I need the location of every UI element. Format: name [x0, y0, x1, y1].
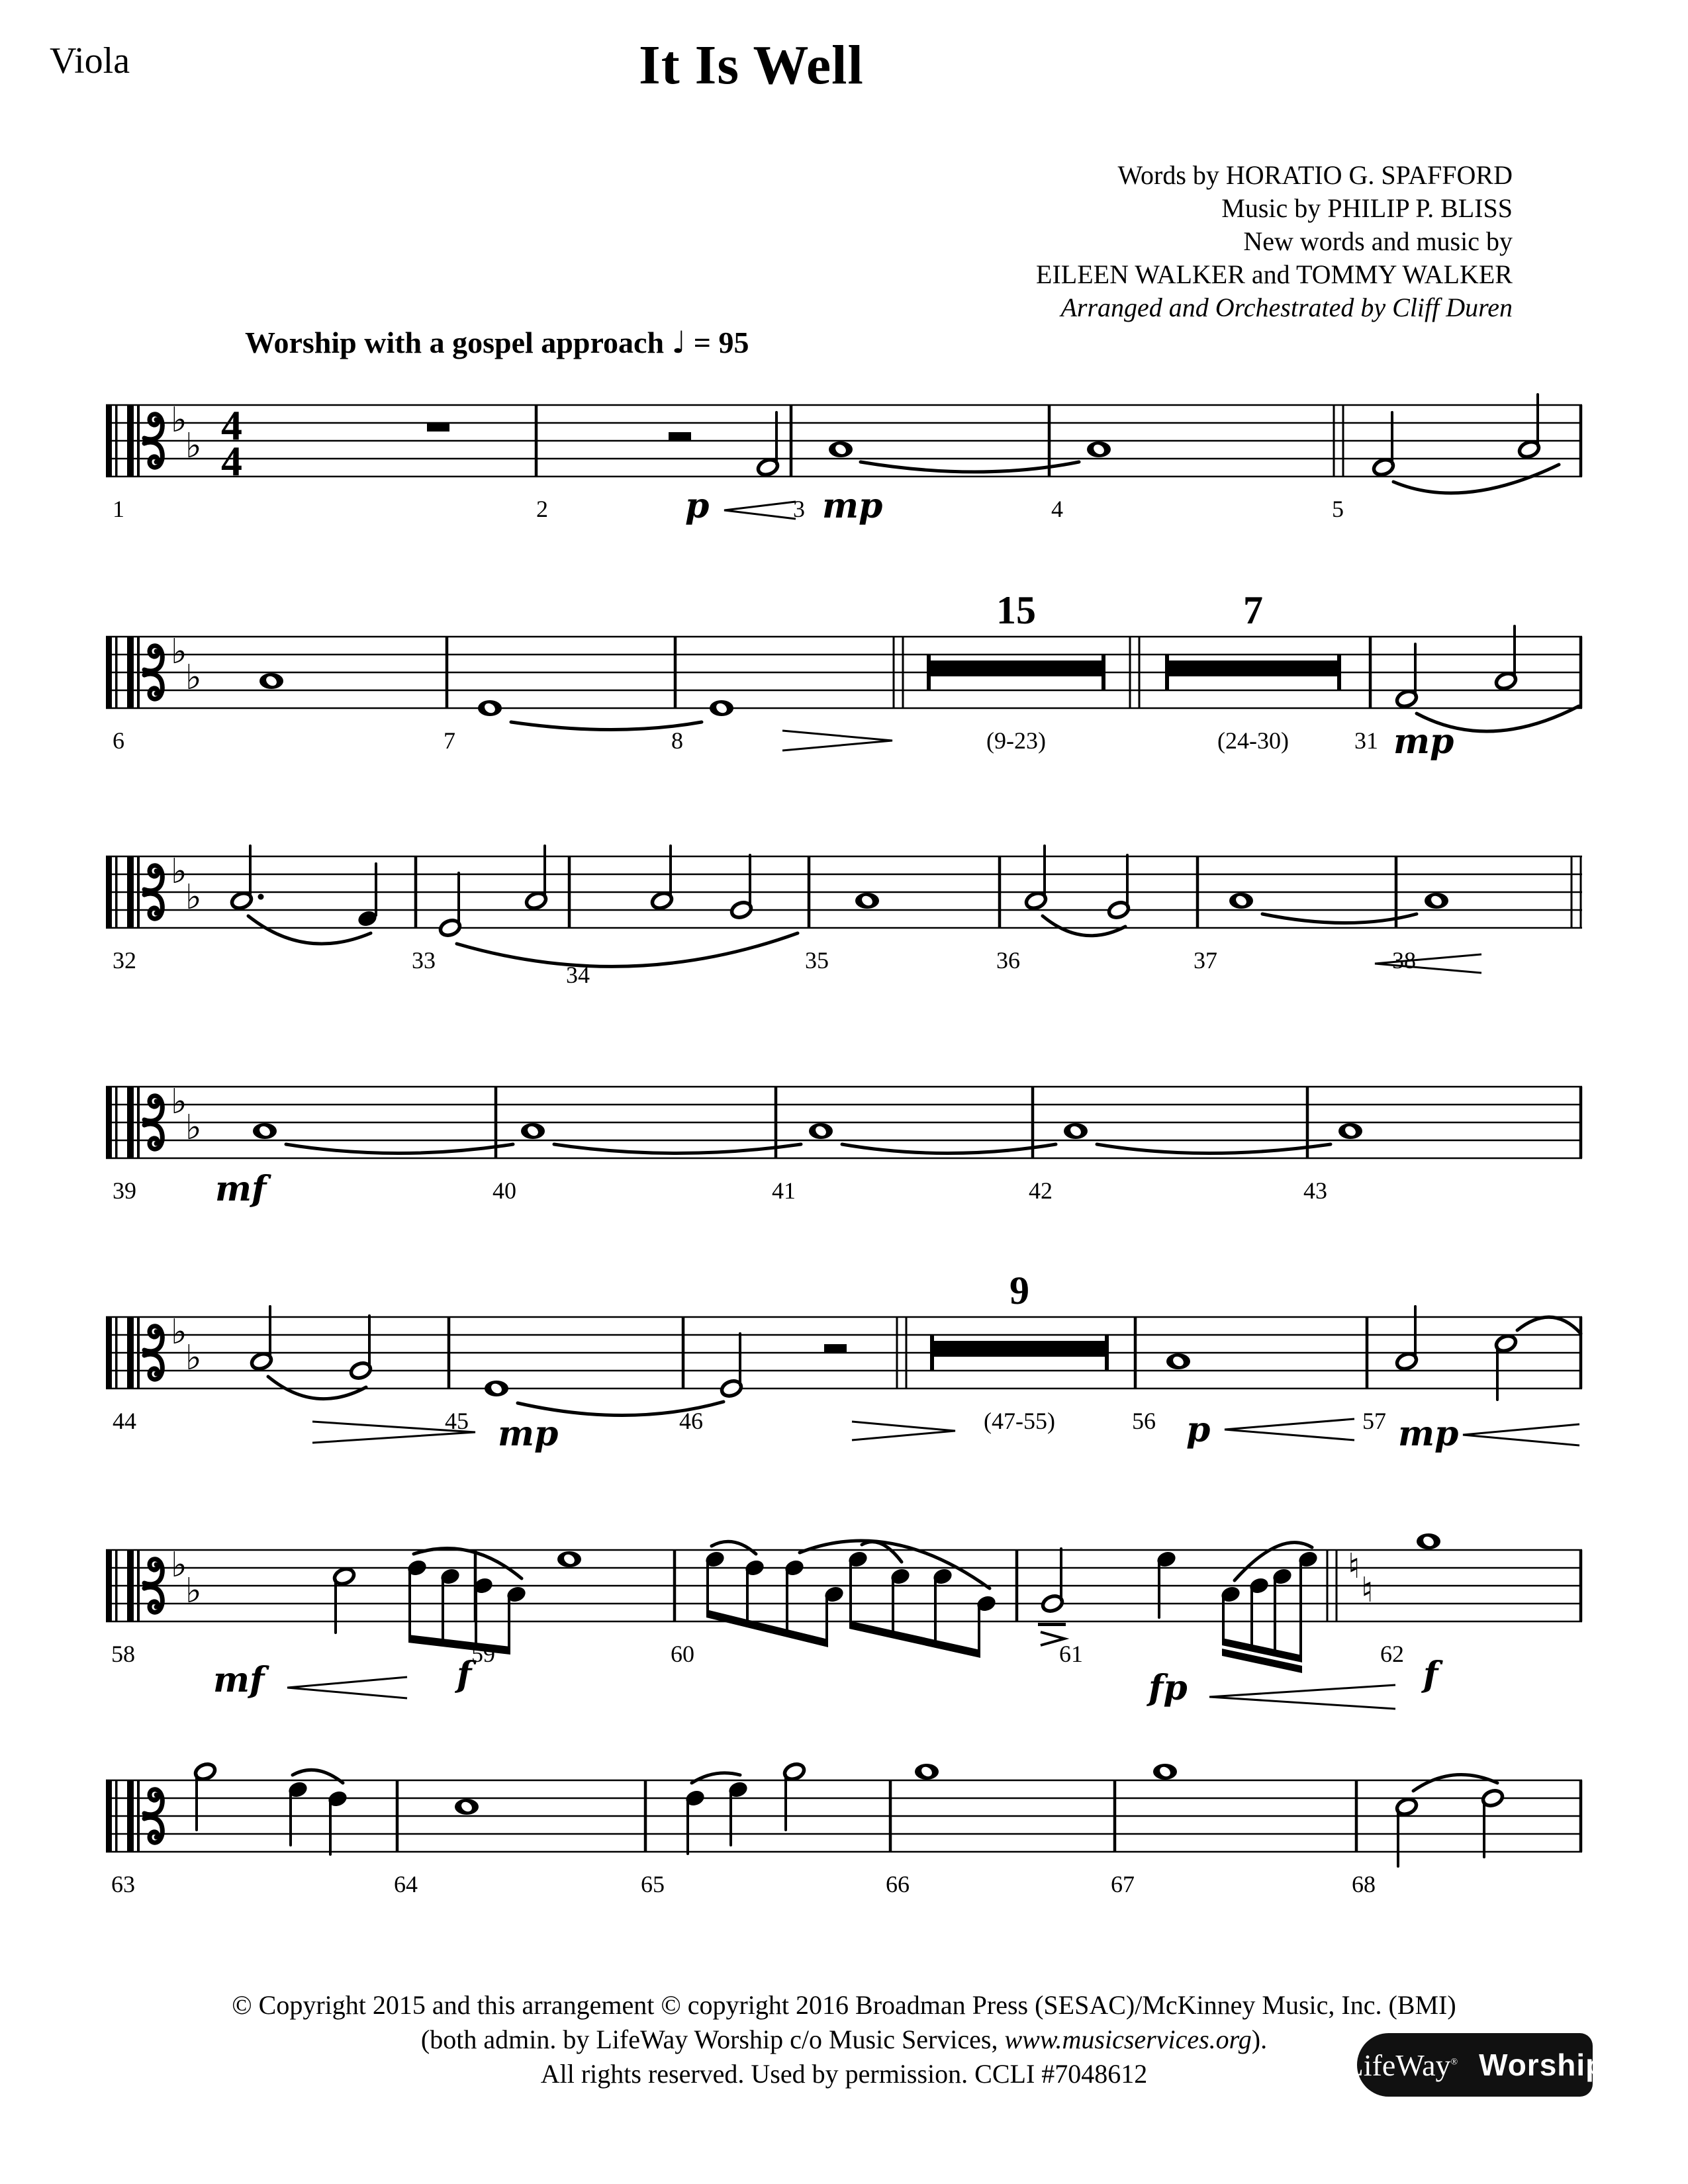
- measure-66: [915, 1764, 939, 1780]
- measure-2: [669, 412, 780, 477]
- measure-number: 6: [113, 727, 124, 754]
- decrescendo-hairpin: [851, 1420, 957, 1445]
- measure-number: 35: [805, 947, 829, 974]
- multirest-range: (47-55): [984, 1408, 1055, 1434]
- system-start-barline: [106, 1087, 118, 1158]
- key-signature: [171, 852, 202, 917]
- credit-arranger: Arranged and Orchestrated by Cliff Duren: [1060, 293, 1513, 322]
- svg-text:♭: ♭: [185, 426, 202, 466]
- measure-number: 4: [1051, 496, 1063, 522]
- measure-number: 7: [444, 727, 455, 754]
- measure-number: 64: [394, 1871, 418, 1897]
- credits-block: [1036, 159, 1513, 324]
- quarter-note-icon: ♩: [671, 324, 686, 360]
- tempo-text: Worship with a gospel approach: [245, 326, 665, 359]
- measure-6: [259, 673, 283, 689]
- measure-41: [809, 1123, 1056, 1154]
- measure-39: [253, 1123, 513, 1154]
- measure-number: 2: [536, 496, 548, 522]
- multirest-count: 7: [1243, 588, 1263, 632]
- dynamic-fp: fp: [1149, 1668, 1188, 1708]
- system-start-barline: [106, 856, 118, 928]
- measure-number: 39: [113, 1177, 136, 1204]
- key-change-naturals: [1348, 1547, 1374, 1610]
- multirest-count: 15: [996, 588, 1036, 632]
- crescendo-hairpin: [1462, 1423, 1581, 1450]
- logo-worship-text: Worship: [1479, 2048, 1605, 2082]
- svg-text:♭: ♭: [185, 1108, 202, 1148]
- svg-text:♭: ♭: [171, 1545, 187, 1585]
- lifeway-worship-logo: [1344, 2033, 1605, 2097]
- tempo-marking: [245, 324, 749, 360]
- measure-number: 46: [679, 1408, 703, 1434]
- measure-67: [1153, 1764, 1177, 1780]
- measure-number: 40: [492, 1177, 516, 1204]
- dynamic-p: p: [1186, 1410, 1211, 1450]
- multirest-range: (9-23): [986, 727, 1046, 754]
- measure-number: 59: [471, 1641, 495, 1667]
- instrument-label: Viola: [50, 40, 130, 81]
- measure-number: 57: [1362, 1408, 1386, 1434]
- svg-text:♭: ♭: [185, 1571, 202, 1611]
- svg-text:♭: ♭: [171, 852, 187, 891]
- credit-walkers: EILEEN WALKER and TOMMY WALKER: [1036, 259, 1513, 289]
- measure-number: 8: [671, 727, 683, 754]
- measure-number: 45: [445, 1408, 469, 1434]
- svg-text:♭: ♭: [185, 658, 202, 698]
- measure-number: 34: [566, 962, 590, 988]
- svg-text:♭: ♭: [171, 1312, 187, 1352]
- credit-music: Music by PHILIP P. BLISS: [1221, 193, 1513, 223]
- dynamic-mp: mp: [498, 1414, 559, 1454]
- staff-lines: [106, 405, 1582, 477]
- system-3: [106, 817, 1583, 989]
- svg-text:♭: ♭: [171, 632, 187, 672]
- measure-56: [1166, 1353, 1190, 1369]
- system-6: [106, 1510, 1583, 1682]
- measure-number: 5: [1332, 496, 1344, 522]
- crescendo-hairpin: [1223, 1418, 1356, 1445]
- measure-8: [511, 700, 733, 730]
- measure-number: 44: [113, 1408, 136, 1434]
- credit-words: Words by HORATIO G. SPAFFORD: [1117, 160, 1513, 190]
- measure-4: [861, 441, 1111, 472]
- time-signature: [221, 402, 242, 484]
- svg-text:♭: ♭: [185, 1338, 202, 1378]
- measure-63: [193, 1762, 349, 1854]
- copyright-line-2-post: ).: [1251, 2025, 1268, 2054]
- system-start-barline: [106, 637, 118, 708]
- measure-number: 61: [1059, 1641, 1083, 1667]
- measure-number: 37: [1194, 947, 1217, 974]
- dynamic-mp: mp: [1393, 721, 1454, 762]
- copyright-line-2-pre: (both admin. by LifeWay Worship c/o Music Services,: [420, 2025, 1005, 2054]
- measure-number: 41: [772, 1177, 796, 1204]
- dynamic-f: f: [1423, 1655, 1438, 1695]
- measure-7: [478, 700, 502, 716]
- dynamic-mp: mp: [822, 486, 883, 526]
- key-signature: [171, 1545, 202, 1611]
- staff-lines: [106, 1087, 1582, 1158]
- measure-number: 42: [1029, 1177, 1053, 1204]
- svg-text:4: 4: [221, 402, 242, 449]
- measure-43: [1338, 1123, 1362, 1139]
- tempo-bpm: = 95: [693, 326, 749, 359]
- measure-number: 38: [1392, 947, 1416, 974]
- dynamic-f: f: [457, 1655, 472, 1695]
- multirest-range: (24-30): [1217, 727, 1289, 754]
- key-signature: [171, 1312, 202, 1378]
- measure-number: 31: [1354, 727, 1378, 754]
- svg-text:♭: ♭: [185, 878, 202, 917]
- measure-number: 66: [886, 1871, 910, 1897]
- dynamic-mf: mf: [213, 1660, 265, 1700]
- multirest-count: 9: [1009, 1269, 1029, 1312]
- crescendo-hairpin: [286, 1676, 408, 1703]
- measure-number: 36: [996, 947, 1020, 974]
- measure-number: 56: [1132, 1408, 1156, 1434]
- key-signature: [171, 1082, 202, 1148]
- measure-60: [704, 1541, 998, 1658]
- system-start-barline: [106, 1780, 118, 1852]
- measure-65: [684, 1762, 806, 1854]
- measure-40: [521, 1123, 801, 1154]
- measure-number: 43: [1303, 1177, 1327, 1204]
- measure-number: 60: [671, 1641, 694, 1667]
- dynamic-mp: mp: [1398, 1414, 1459, 1454]
- measure-35: [855, 893, 879, 909]
- copyright-line-3: All rights reserved. Used by permission. CCLI #7048612: [540, 2059, 1148, 2089]
- key-signature: [171, 632, 202, 698]
- measure-number: 67: [1111, 1871, 1135, 1897]
- staff-lines: [106, 637, 1582, 708]
- crescendo-hairpin: [1208, 1684, 1397, 1713]
- copyright-line-1: © Copyright 2015 and this arrangement © copyright 2016 Broadman Press (SESAC)/McKinney Music, Inc. (BMI): [232, 1990, 1456, 2020]
- measure-number: 1: [113, 496, 124, 522]
- measure-36: [1024, 846, 1131, 936]
- multirest-9-23: [927, 655, 1105, 690]
- measure-number: 58: [111, 1641, 135, 1667]
- dynamic-p: p: [685, 486, 710, 526]
- decrescendo-hairpin: [781, 729, 894, 755]
- system-start-barline: [106, 405, 118, 477]
- measure-1: [427, 423, 449, 432]
- measure-38: [1262, 893, 1448, 923]
- svg-text:♮: ♮: [1361, 1570, 1374, 1610]
- measure-number: 32: [113, 947, 136, 974]
- measure-31: [1395, 626, 1579, 731]
- measure-number: 3: [793, 496, 805, 522]
- measure-number: 63: [111, 1871, 135, 1897]
- crescendo-hairpin: [723, 500, 797, 523]
- measure-number: 62: [1380, 1641, 1404, 1667]
- svg-text:♭: ♭: [171, 1082, 187, 1122]
- measure-58: [332, 1549, 528, 1655]
- measure-62: [1417, 1533, 1440, 1549]
- dynamic-mf: mf: [215, 1169, 267, 1209]
- staff-lines: [106, 1780, 1582, 1852]
- system-start-barline: [106, 1317, 118, 1388]
- logo-lifeway-text: LifeWay®: [1344, 2048, 1458, 2082]
- credit-newwords: New words and music by: [1243, 226, 1513, 256]
- system-4: [106, 1047, 1583, 1219]
- multirest-24-30: [1165, 655, 1341, 690]
- svg-text:4: 4: [221, 437, 242, 484]
- measure-3: [829, 441, 853, 457]
- measure-number: 33: [412, 947, 436, 974]
- copyright-url: www.musicservices.org: [1004, 2025, 1252, 2054]
- svg-text:♭: ♭: [171, 400, 187, 440]
- multirest-47-55: [930, 1335, 1109, 1371]
- measure-32: [230, 846, 379, 944]
- system-start-barline: [106, 1550, 118, 1621]
- page-title: It Is Well: [639, 34, 864, 96]
- measure-5: [1372, 394, 1559, 493]
- measure-number: 68: [1352, 1871, 1376, 1897]
- measure-number: 65: [641, 1871, 665, 1897]
- crescendo-hairpin: [1374, 953, 1483, 978]
- key-signature: [171, 400, 202, 466]
- staff-lines: [106, 856, 1582, 928]
- svg-text:♮: ♮: [1348, 1547, 1360, 1586]
- measure-64: [455, 1799, 479, 1815]
- measure-59: [557, 1551, 581, 1567]
- measure-42: [1064, 1123, 1331, 1154]
- measure-37: [1229, 893, 1253, 909]
